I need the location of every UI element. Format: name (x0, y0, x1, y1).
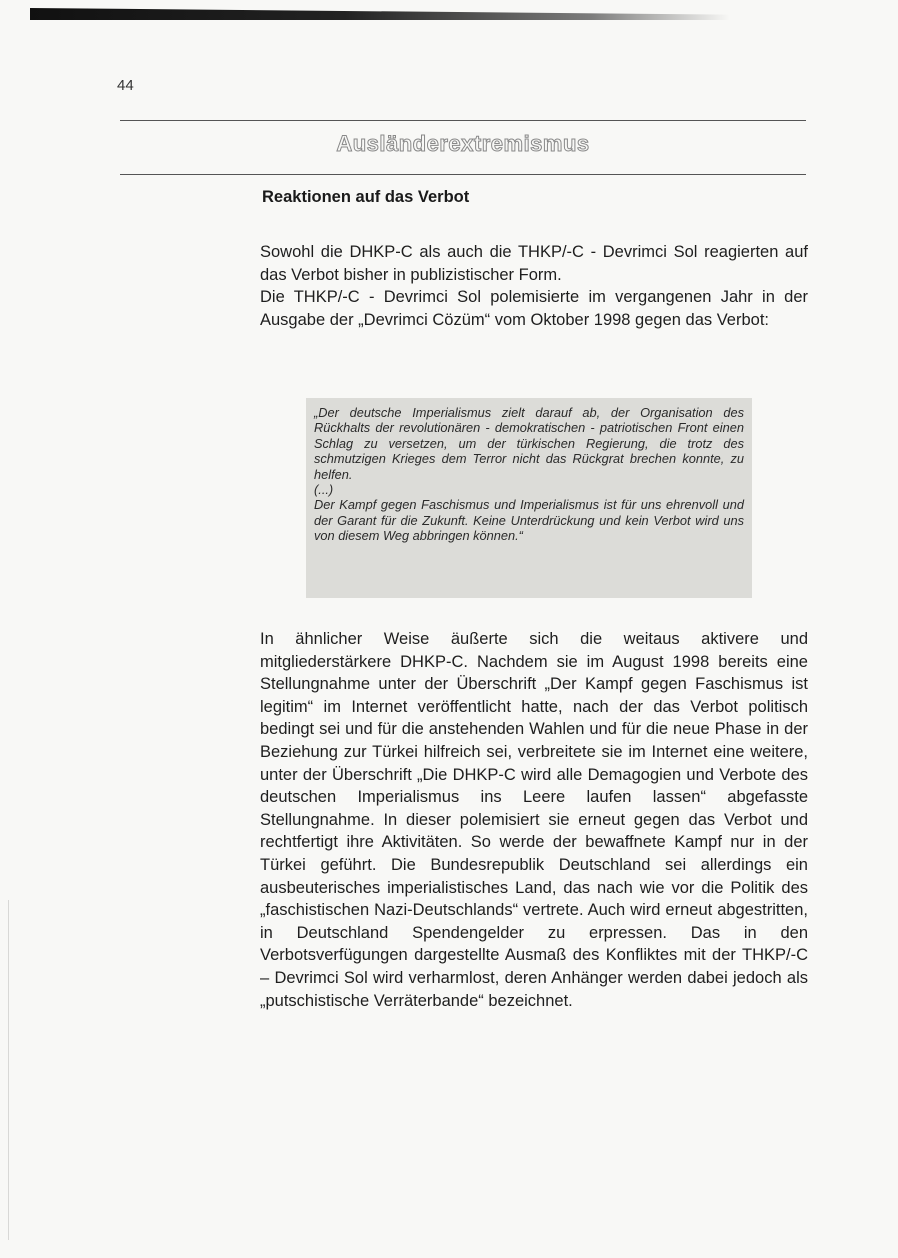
page-number: 44 (117, 77, 134, 94)
quote-box (306, 398, 752, 598)
scan-gutter-line (8, 900, 9, 1240)
header-rule-top (120, 120, 806, 121)
scan-edge-shadow (30, 8, 730, 20)
paragraph-dhkp-c-reaction: In ähnlicher Weise äußerte sich die weitaus aktivere und mitgliederstärkere DHKP-C. Nachdem sie im August 1998 bereits eine Stellungnahme unter der Überschrift „Der Kampf gegen Faschismus ist legitim“ im Internet veröffentlicht hatte, nach der das Verbot politisch bedingt sei und für die anstehenden Wahlen und für die neue Phase in der Beziehung zur Türkei hilfreich sei, verbreitete sie im Internet eine weitere, unter der Überschrift „Die DHKP-C wird alle Demagogien und Verbote des deutschen Imperialismus ins Leere laufen lassen“ abgefasste Stellungnahme. In dieser polemisiert sie erneut gegen das Verbot und rechtfertigt ihre Aktivitäten. So werde der bewaffnete Kampf nur in der Türkei geführt. Die Bundesrepublik Deutschland sei allerdings ein ausbeuterisches imperialistisches Land, das nach wie vor die Politik des „faschistischen Nazi-Deutschlands“ vertrete. Auch wird erneut abgestritten, in Deutschland Spendengelder zu erpressen. Das in den Verbotsverfügungen dargestellte Ausmaß des Konfliktes mit der THKP/-C – Devrimci Sol wird verharmlost, deren Anhänger werden dabei jedoch als „putschistische Verräterbande“ bezeichnet. (260, 630, 808, 1010)
quote-text-part-2: Der Kampf gegen Faschismus und Imperialismus ist für uns ehrenvoll und der Garant für die Zukunft. Keine Unterdrückung und kein Verbot wird uns von diesem Weg abbringen können.“ (314, 497, 744, 544)
quote-text-part-1: „Der deutsche Imperialismus zielt darauf ab, der Organisation des Rückhalts der revolutionären - demokratischen - patriotischen Front einen Schlag zu versetzen, um der türkischen Regierung, die trotz des schmutzigen Krieges dem Terror nicht das Rückgrat brechen konnte, zu helfen. (314, 405, 744, 482)
quote-ellipsis: (...) (314, 482, 334, 498)
paragraph-intro: Sowohl die DHKP-C als auch die THKP/-C - Devrimci Sol reagierten auf das Verbot bisher in publizistischer Form. (260, 243, 808, 284)
section-title: Ausländerextremismus (336, 131, 590, 156)
paragraph-polemic: Die THKP/-C - Devrimci Sol polemisierte im vergangenen Jahr in der Ausgabe der „Devrimci Cözüm“ vom Oktober 1998 gegen das Verbot: (260, 288, 808, 329)
subsection-heading: Reaktionen auf das Verbot (262, 188, 470, 206)
header-rule-bottom (120, 174, 806, 175)
